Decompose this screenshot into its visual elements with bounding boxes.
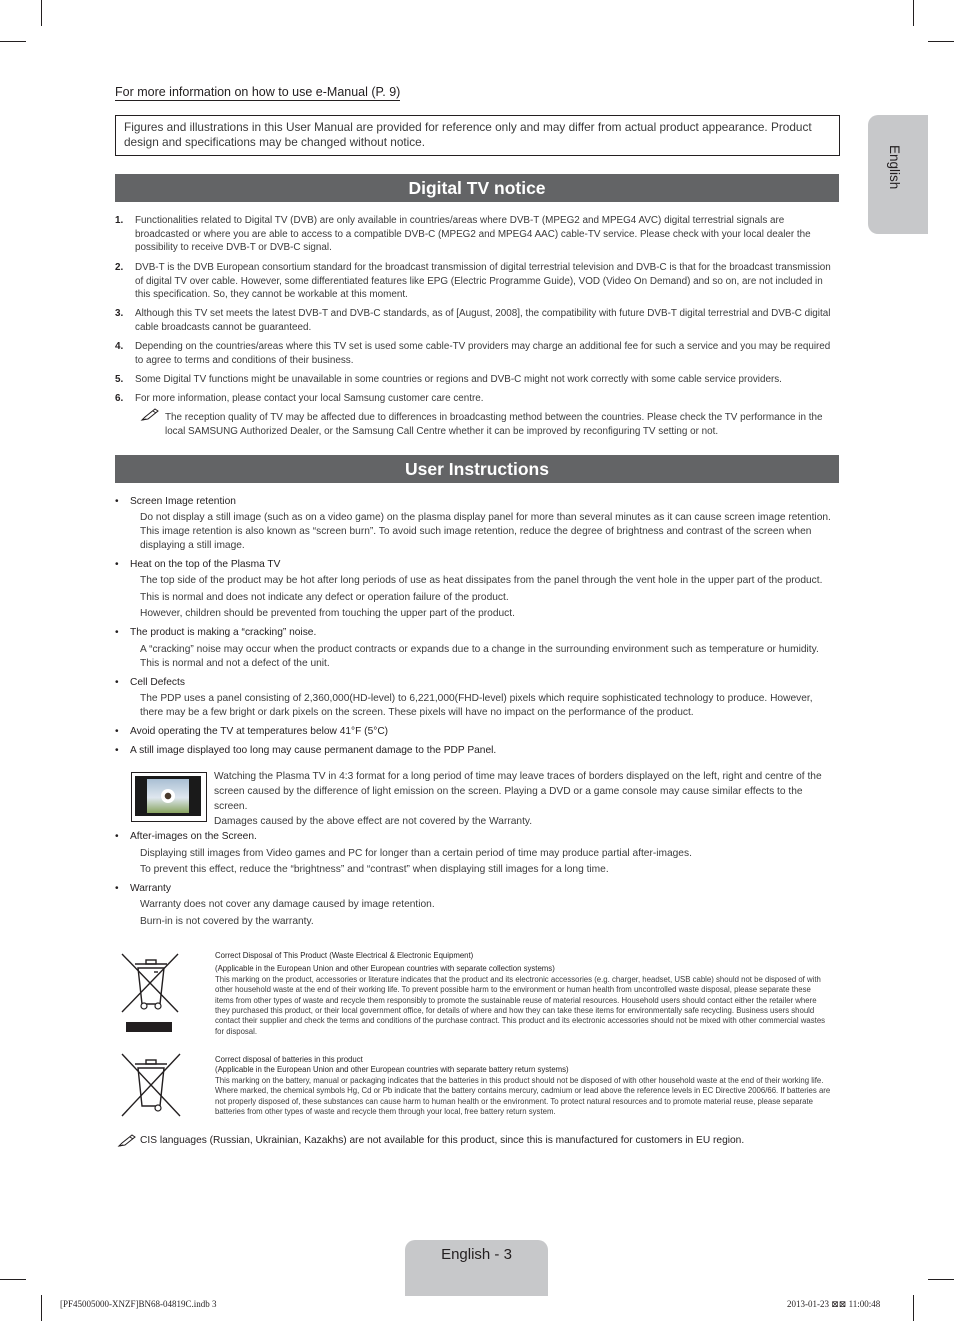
bullet-heading (115, 725, 388, 738)
print-slug-file: [PF45005000-XNZF]BN68-04819C.indb 3 (60, 1299, 217, 1309)
list-item (115, 392, 837, 406)
crop-mark (913, 0, 914, 26)
weee-title: Correct Disposal of This Product (Waste Electrical & Electronic Equipment) (215, 951, 474, 960)
bullet-dot: • (115, 745, 119, 756)
language-tab (868, 115, 928, 234)
list-number: 3. (115, 308, 124, 319)
crop-mark (928, 1279, 954, 1280)
thumbnail-caption-line: Watching the Plasma TV in 4:3 format for a long period of time may leave traces of borders displayed on the left, right and centre of the screen caused by the difference of light emission on the screen. Playing a DVD or a game console may cause similar effects to the screen. (214, 771, 822, 812)
battery-disposal-block (215, 1055, 831, 1117)
paragraph: To prevent this effect, reduce the “brightness” and “contrast” when displaying still images for a long time. (140, 864, 609, 875)
tv-screen-picture (147, 779, 189, 813)
cis-language-note (117, 1135, 837, 1146)
list-number: 5. (115, 374, 124, 385)
list-text: Functionalities related to Digital TV (DVB) are only available in countries/areas where DVB-T (MPEG2 and MPEG4 AVC) digital terrestrial signals are broadcasted or where you are able to access to a compatible DVB-C (MPEG2 and MPEG4 AAC) cable-TV service. Please check with your local dealer the possibility to receive DVB-T or DVB-C signal. (135, 215, 811, 253)
list-text: DVB-T is the DVB European consortium standard for the broadcast transmission of digital terrestrial television and DVB-C is that for the broadcast transmission of digital TV over cable. However, some differentiated features like EPG (Electric Programme Guide), VOD (Video On Demand) and so on, are not included in this specification. So, they cannot be workable at this moment. (135, 262, 831, 300)
list-text: Depending on the countries/areas where this TV set is used some cable-TV providers may charge an additional fee for such a service and you may be required to agree to terms and conditions of their business. (135, 341, 831, 366)
bullet-dot: • (115, 677, 119, 688)
bullet-heading (115, 676, 185, 689)
note-text: The reception quality of TV may be affected due to differences in broadcasting method between the countries. Please check the TV performance in the local SAMSUNG Authorized Dealer, or the Samsung Call Centre whether it can be improved by reconfiguring TV setting or not. (165, 412, 823, 437)
thumbnail-caption-line: Damages caused by the above effect are not covered by the Warranty. (214, 816, 533, 827)
list-number: 6. (115, 393, 124, 404)
bullet-dot: • (115, 883, 119, 894)
crossed-bin-battery-icon (118, 1052, 184, 1120)
paragraph: Burn-in is not covered by the warranty. (140, 916, 314, 927)
battery-subtitle: (Applicable in the European Union and other European countries with separate battery return systems) (215, 1065, 569, 1075)
paragraph: Warranty does not cover any damage caused by image retention. (140, 899, 435, 910)
battery-title: Correct disposal of batteries in this product (215, 1055, 363, 1064)
list-item (115, 214, 837, 255)
note (140, 411, 830, 438)
page-number: English - 3 (441, 1246, 512, 1263)
paragraph: This is normal and does not indicate any defect or operation failure of the product. (140, 592, 509, 603)
paragraph: A “cracking” noise may occur when the product contracts or expands due to a change in the surrounding environment such as temperature or humidity. This is normal and not a defect of the unit. (140, 644, 819, 669)
bullet-dot: • (115, 726, 119, 737)
section-title-digital-tv: Digital TV notice (115, 174, 839, 202)
weee-disposal-block (215, 951, 831, 1037)
bullet-dot: • (115, 559, 119, 570)
list-item (115, 373, 837, 387)
crop-mark (41, 1295, 42, 1321)
thumbnail-caption (214, 769, 834, 829)
page-number-tab (405, 1240, 548, 1296)
list-text: Although this TV set meets the latest DVB-T and DVB-C standards, as of [August, 2008], the compatibility with future DVB-T digital terrestrial and DVB-C digital cable broadcasts cannot be guaranteed. (135, 308, 831, 333)
disclaimer-box: Figures and illustrations in this User Manual are provided for reference only and may differ from actual product appearance. Product design and specifications may be changed without notice. (115, 115, 840, 156)
crop-mark (41, 0, 42, 26)
crop-mark (0, 1279, 26, 1280)
crop-mark (928, 41, 954, 42)
pencil-note-icon (140, 408, 160, 422)
bullet-dot: • (115, 627, 119, 638)
bullet-heading-text: The product is making a “cracking” noise. (130, 627, 317, 638)
flower-image (161, 789, 175, 803)
paragraph: Do not display a still image (such as on a video game) on the plasma display panel for more than several minutes as it can cause screen image retention. This image retention is also known as “screen burn”. To avoid such image retention, reduce the degree of brightness and contrast of the screen when displaying a still image. (140, 512, 831, 551)
bullet-heading (115, 882, 171, 895)
section-title-user-instructions: User Instructions (115, 455, 839, 483)
bullet-heading-text: Warranty (130, 883, 171, 894)
print-slug-timestamp: 2013-01-23 ⊠⊠ 11:00:48 (787, 1299, 881, 1309)
bullet-dot: • (115, 496, 119, 507)
bullet-heading (115, 744, 496, 757)
bullet-heading (115, 495, 236, 508)
list-item (115, 307, 837, 334)
crop-mark (0, 41, 26, 42)
cis-note-text: CIS languages (Russian, Ukrainian, Kazakhs) are not available for this product, since this is manufactured for customers in EU region. (140, 1135, 745, 1146)
list-number: 4. (115, 341, 124, 352)
list-number: 1. (115, 215, 124, 226)
language-tab-label: English (887, 145, 902, 190)
bullet-heading (115, 626, 316, 639)
bullet-heading-text: Cell Defects (130, 677, 185, 688)
bullet-heading-text: After-images on the Screen. (130, 831, 257, 842)
pencil-note-icon (117, 1134, 137, 1148)
list-item (115, 340, 837, 367)
tv-screen-thumbnail (131, 772, 207, 822)
paragraph: The top side of the product may be hot after long periods of use as heat dissipates from the panel through the vent hole in the upper part of the product. (140, 575, 823, 586)
paragraph: Displaying still images from Video games and PC for longer than a certain period of time may produce partial after-images. (140, 848, 692, 859)
bullet-heading-text: A still image displayed too long may cause permanent damage to the PDP Panel. (130, 745, 497, 756)
emanual-reference-link[interactable]: For more information on how to use e-Manual (P. 9) (115, 85, 401, 99)
weee-subtitle: (Applicable in the European Union and other European countries with separate collection systems) (215, 964, 555, 974)
crossed-bin-weee-icon (118, 950, 184, 1036)
list-text: For more information, please contact your local Samsung customer care centre. (135, 393, 484, 404)
paragraph: The PDP uses a panel consisting of 2,360,000(HD-level) to 6,221,000(FHD-level) pixels which require sophisticated technology to produce. However, there may be a few bright or dark pixels on the screen. These pixels will have no impact on the performance of the product. (140, 693, 813, 718)
list-item (115, 261, 837, 302)
bullet-heading (115, 830, 257, 843)
tv-screen (135, 776, 201, 816)
list-number: 2. (115, 262, 124, 273)
crop-mark (913, 1295, 914, 1321)
paragraph: However, children should be prevented from touching the upper part of the product. (140, 608, 515, 619)
battery-text: This marking on the battery, manual or packaging indicates that the batteries in this product should not be disposed of with other household waste at the end of their working life. Where marked, the chemical symbols Hg, Cd or Pb indicate that the battery contains mercury, cadmium or lead above the reference levels in EC Directive 2006/66. If batteries are not properly disposed of, these substances can cause harm to human health or the environment. To protect natural resources and to promote material reuse, please separate batteries from other types of waste and recycle them through your local, free battery return system. (215, 1075, 831, 1117)
weee-text: This marking on the product, accessories or literature indicates that the product and its electronic accessories (e.g. charger, headset, USB cable) should not be disposed of with other household waste at the end of their working life. To prevent possible harm to the environment or human health from uncontrolled waste disposal, please separate these items from other types of waste and recycle them responsibly to promote the sustainable reuse of material resources. Household users should contact either the retailer where they purchased this product, or their local government office, for details of where and how they can take these items for environmentally safe recycling. Business users should contact their supplier and check the terms and conditions of the purchase contract. This product and its electronic accessories should not be mixed with other commercial wastes for disposal. (215, 974, 826, 1036)
bullet-dot: • (115, 831, 119, 842)
bullet-heading-text: Heat on the top of the Plasma TV (130, 559, 281, 570)
bullet-heading-text: Screen Image retention (130, 496, 236, 507)
bullet-heading-text: Avoid operating the TV at temperatures below 41°F (5°C) (130, 726, 389, 737)
bullet-heading (115, 558, 280, 571)
list-text: Some Digital TV functions might be unavailable in some countries or regions and DVB-C might not work correctly with some cable service providers. (135, 374, 782, 385)
